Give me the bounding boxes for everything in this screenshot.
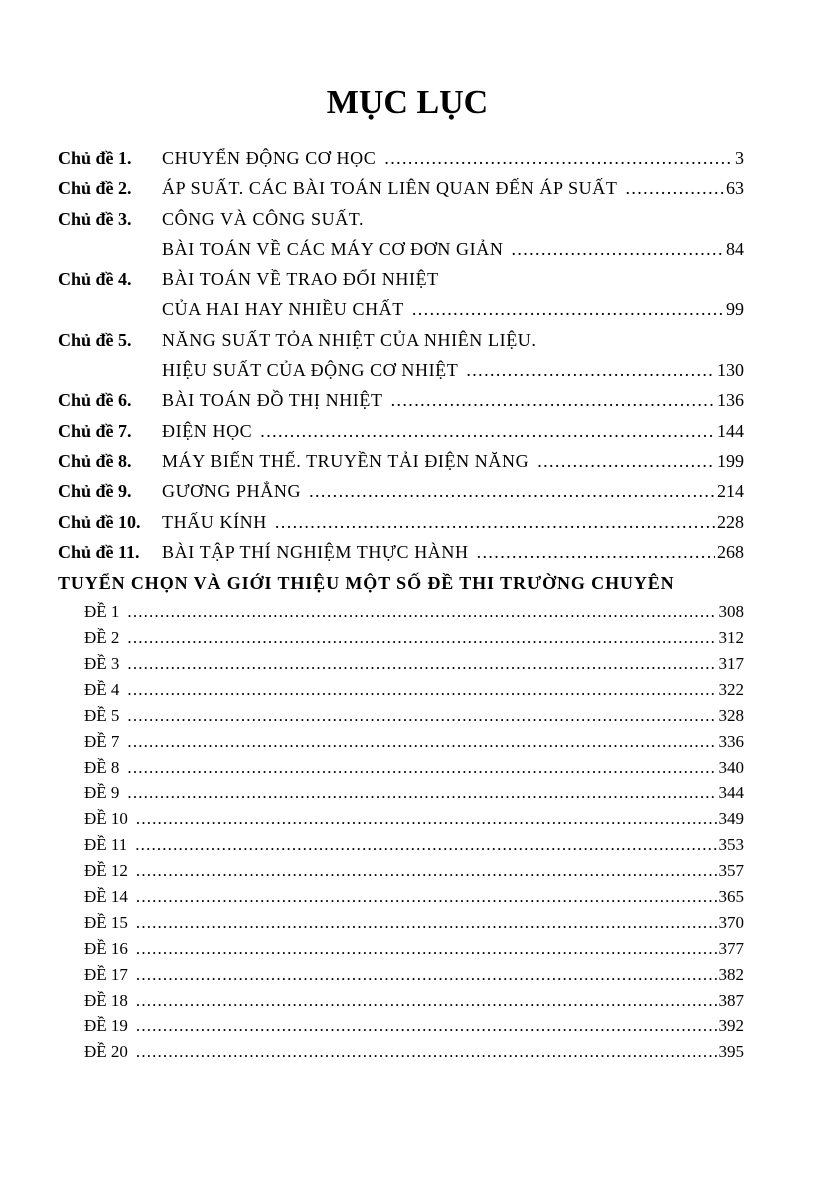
toc-entry[interactable] [58, 204, 744, 234]
chapter-title: HIỆU SUẤT CỦA ĐỘNG CƠ NHIỆT [162, 360, 459, 381]
page-number: 365 [718, 886, 744, 906]
exam-label: ĐỀ 11 [84, 835, 128, 855]
page-number: 99 [726, 299, 744, 320]
dot-leader [136, 988, 717, 1014]
toc-entry[interactable] [58, 476, 744, 506]
page-number: 392 [718, 1016, 744, 1036]
dot-leader [275, 507, 715, 537]
page-number: 130 [717, 360, 744, 381]
page-number: 63 [726, 178, 744, 199]
dot-leader [127, 625, 716, 651]
exam-entry[interactable] [58, 884, 744, 910]
exam-label: ĐỀ 18 [84, 990, 128, 1010]
dot-leader [136, 962, 717, 988]
page-number: 328 [718, 705, 744, 725]
exam-entry[interactable] [58, 625, 744, 651]
dot-leader [127, 677, 716, 703]
page-number: 268 [717, 541, 744, 562]
chapter-title: CÔNG VÀ CÔNG SUẤT. [162, 208, 365, 229]
dot-leader [127, 755, 716, 781]
dot-leader [135, 832, 716, 858]
exam-label: ĐỀ 5 [84, 705, 120, 725]
chapter-label: Chủ đề 7. [58, 420, 132, 441]
exam-label: ĐỀ 7 [84, 731, 120, 751]
exam-entry[interactable] [58, 1039, 744, 1065]
page-number: 317 [718, 653, 744, 673]
chapter-label: Chủ đề 4. [58, 269, 132, 290]
page-number: 144 [717, 420, 744, 441]
page-number: 336 [718, 731, 744, 751]
exam-label: ĐỀ 4 [84, 679, 120, 699]
exam-label: ĐỀ 1 [84, 602, 120, 622]
dot-leader [127, 703, 716, 729]
toc-entry[interactable] [58, 173, 744, 203]
page-number: 228 [717, 511, 744, 532]
dot-leader [466, 355, 715, 385]
chapter-title: MÁY BIẾN THẾ. TRUYỀN TẢI ĐIỆN NĂNG [162, 450, 530, 471]
exam-entry[interactable] [58, 858, 744, 884]
exam-entry[interactable] [58, 729, 744, 755]
exam-entry[interactable] [58, 703, 744, 729]
dot-leader [384, 143, 733, 173]
chapter-label: Chủ đề 10. [58, 511, 141, 532]
page-number: 340 [718, 757, 744, 777]
chapter-title: ÁP SUẤT. CÁC BÀI TOÁN LIÊN QUAN ĐẾN ÁP SUẤT [162, 178, 618, 199]
chapter-label: Chủ đề 5. [58, 329, 132, 350]
toc-entry[interactable] [58, 143, 744, 173]
dot-leader [309, 476, 715, 506]
toc-entry[interactable] [58, 234, 744, 264]
dot-leader [136, 910, 717, 936]
chapter-label: Chủ đề 8. [58, 450, 132, 471]
chapter-title: CỦA HAI HAY NHIỀU CHẤT [162, 299, 404, 320]
dot-leader [136, 1013, 717, 1039]
exam-entry[interactable] [58, 936, 744, 962]
chapter-label: Chủ đề 1. [58, 148, 132, 168]
dot-leader [477, 537, 715, 567]
dot-leader [127, 729, 716, 755]
chapter-title: BÀI TOÁN VỀ TRAO ĐỔI NHIỆT [162, 269, 439, 290]
toc-entry[interactable] [58, 325, 744, 355]
exam-entry[interactable] [58, 962, 744, 988]
dot-leader [136, 936, 717, 962]
exam-label: ĐỀ 9 [84, 783, 120, 803]
section-heading: TUYỂN CHỌN VÀ GIỚI THIỆU MỘT SỐ ĐỀ THI TRƯỜNG CHUYÊN [58, 573, 675, 594]
chapter-title: NĂNG SUẤT TỎA NHIỆT CỦA NHIÊN LIỆU. [162, 329, 537, 350]
exam-label: ĐỀ 19 [84, 1016, 128, 1036]
chapter-label: Chủ đề 6. [58, 390, 132, 411]
page-number: 387 [718, 990, 744, 1010]
exam-label: ĐỀ 8 [84, 757, 120, 777]
exam-label: ĐỀ 2 [84, 628, 120, 648]
exam-label: ĐỀ 14 [84, 886, 128, 906]
dot-leader [136, 884, 717, 910]
chapter-title: BÀI TẬP THÍ NGHIỆM THỰC HÀNH [162, 541, 469, 562]
toc-entry[interactable] [58, 355, 744, 385]
dot-leader [537, 446, 715, 476]
chapter-label: Chủ đề 9. [58, 481, 132, 502]
chapter-title: BÀI TOÁN ĐỒ THỊ NHIỆT [162, 390, 383, 411]
page-number: 199 [717, 450, 744, 471]
page-number: 353 [718, 835, 744, 855]
dot-leader [136, 806, 717, 832]
toc-entry[interactable] [58, 416, 744, 446]
exam-entry[interactable] [58, 755, 744, 781]
chapter-label: Chủ đề 3. [58, 208, 132, 229]
dot-leader [625, 173, 724, 203]
dot-leader [127, 651, 716, 677]
dot-leader [127, 599, 716, 625]
page-number: 84 [726, 238, 744, 259]
chapter-title: BÀI TOÁN VỀ CÁC MÁY CƠ ĐƠN GIẢN [162, 238, 504, 259]
page-number: 370 [718, 912, 744, 932]
chapter-label: Chủ đề 2. [58, 178, 132, 199]
dot-leader [260, 416, 715, 446]
exam-label: ĐỀ 17 [84, 964, 128, 984]
exam-entry[interactable] [58, 780, 744, 806]
exam-entry[interactable] [58, 806, 744, 832]
toc-entry[interactable] [58, 507, 744, 537]
page-number: 377 [718, 938, 744, 958]
exam-entry[interactable] [58, 677, 744, 703]
page-number: 308 [718, 602, 744, 622]
page-number: 357 [718, 861, 744, 881]
dot-leader [412, 294, 724, 324]
page-number: 3 [735, 148, 744, 168]
exam-label: ĐỀ 10 [84, 809, 128, 829]
page-number: 312 [718, 628, 744, 648]
dot-leader [391, 385, 715, 415]
page-number: 395 [718, 1042, 744, 1062]
chapter-title: GƯƠNG PHẲNG [162, 481, 302, 502]
table-of-contents [58, 143, 744, 1065]
exam-entry[interactable] [58, 1013, 744, 1039]
dot-leader [136, 858, 717, 884]
toc-entry[interactable] [58, 385, 744, 415]
exam-entry[interactable] [58, 832, 744, 858]
dot-leader [136, 1039, 717, 1065]
exam-label: ĐỀ 3 [84, 653, 120, 673]
exam-entry[interactable] [58, 988, 744, 1014]
exam-entry[interactable] [58, 910, 744, 936]
exam-label: ĐỀ 16 [84, 938, 128, 958]
toc-entry[interactable] [58, 294, 744, 324]
chapter-title: CHUYỂN ĐỘNG CƠ HỌC [162, 148, 377, 168]
toc-entry[interactable] [58, 446, 744, 476]
dot-leader [511, 234, 724, 264]
chapter-title: ĐIỆN HỌC [162, 420, 253, 441]
toc-entry[interactable] [58, 264, 744, 294]
chapter-title: THẤU KÍNH [162, 511, 267, 532]
exam-label: ĐỀ 20 [84, 1042, 128, 1062]
page-number: 322 [718, 679, 744, 699]
page-number: 382 [718, 964, 744, 984]
page-number: 136 [717, 390, 744, 411]
chapter-label: Chủ đề 11. [58, 541, 140, 562]
page-title: MỤC LỤC [326, 84, 489, 121]
dot-leader [127, 780, 716, 806]
toc-entry[interactable] [58, 537, 744, 567]
exam-label: ĐỀ 15 [84, 912, 128, 932]
exam-entry[interactable] [58, 651, 744, 677]
exam-label: ĐỀ 12 [84, 861, 128, 881]
page-number: 349 [718, 809, 744, 829]
page-number: 214 [717, 481, 744, 502]
page-number: 344 [718, 783, 744, 803]
exam-entry[interactable] [58, 599, 744, 625]
